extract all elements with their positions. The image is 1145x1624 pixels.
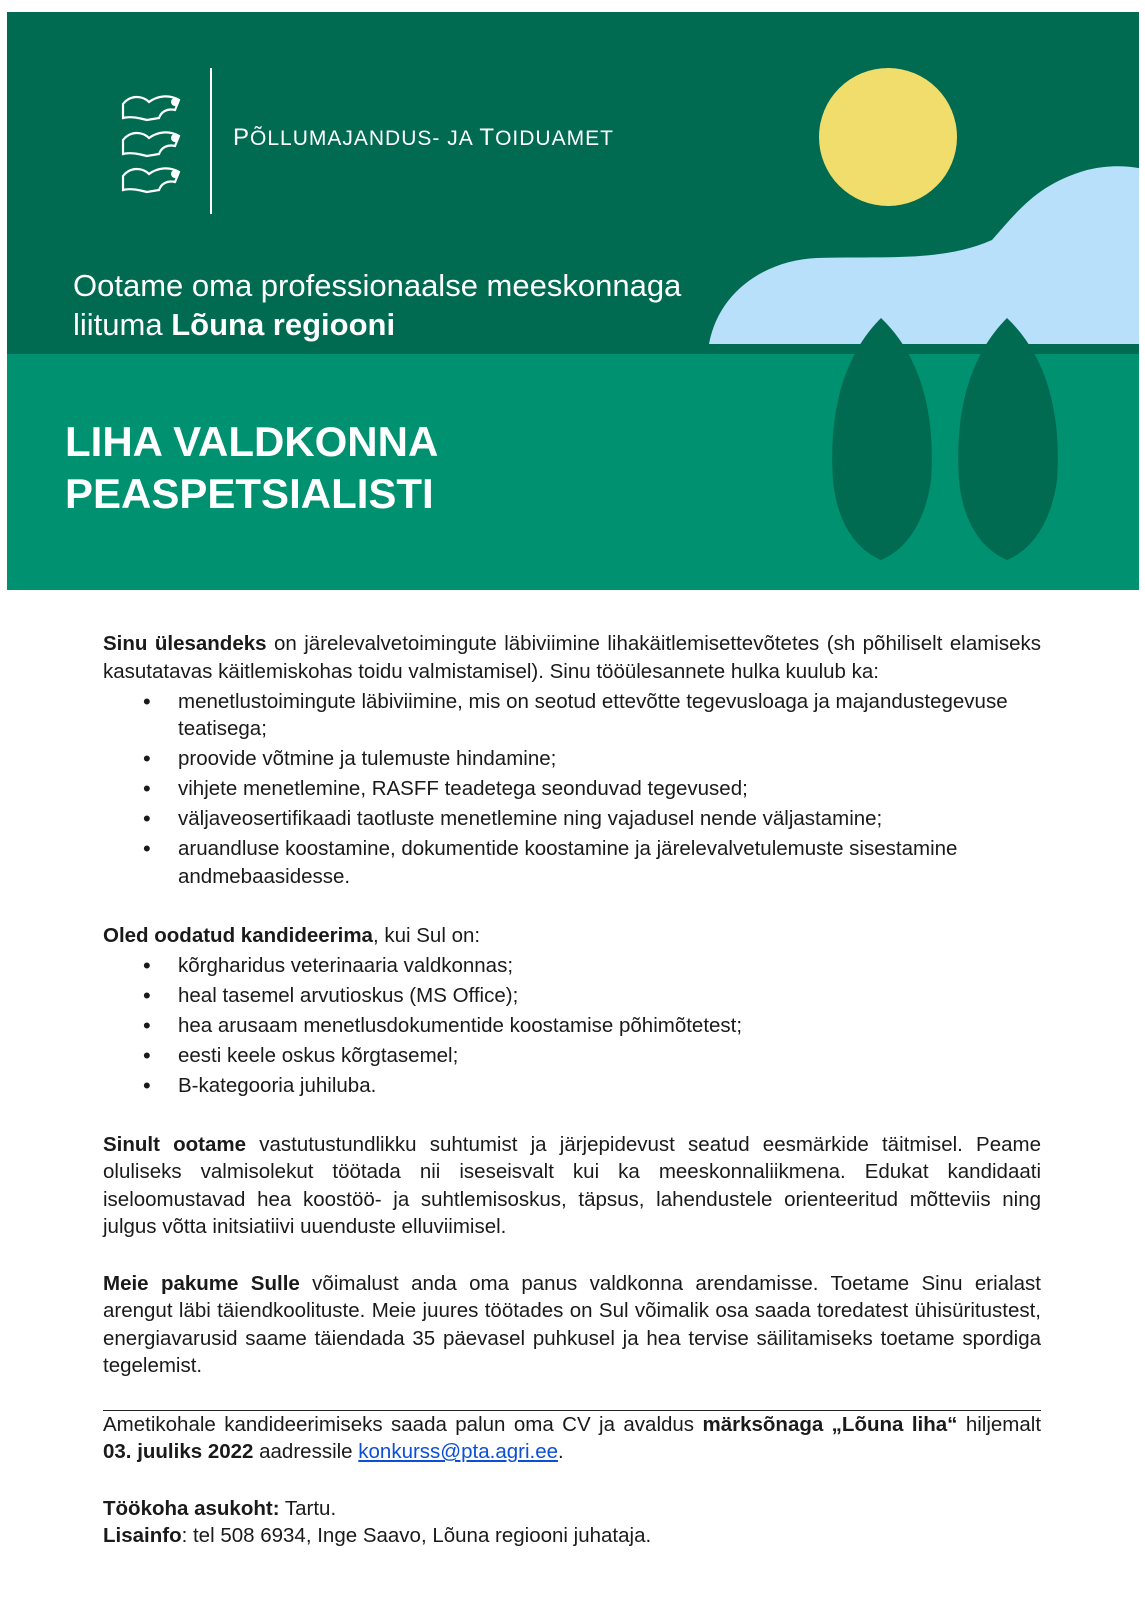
coat-of-arms-icon: [117, 90, 187, 198]
list-item: • aruandluse koostamine, dokumentide koostamine ja järelevalvetulemuste sisestamine andmebaasidesse.: [103, 835, 1041, 890]
sun-shape: [819, 68, 957, 206]
list-item: • väljaveosertifikaadi taotluste menetlemine ning vajadusel nende väljastamine;: [103, 805, 1041, 833]
list-item: • heal tasemel arvutioskus (MS Office);: [103, 982, 1041, 1010]
requirements-intro: Oled oodatud kandideerima, kui Sul on:: [103, 923, 481, 947]
list-item: • kõrgharidus veterinaaria valdkonnas;: [103, 952, 1041, 980]
requirements-list: [103, 952, 1041, 1100]
tasks-intro: Sinu ülesandeks on järelevalvetoimingute läbiviimine lihakäitlemisettevõtetes (sh põhiliselt elamiseks kasutatavas käitlemiskohas toidu valmistamisel). Sinu tööülesannete hulka kuulub ka:: [103, 632, 1042, 683]
list-item: • menetlustoimingute läbiviimine, mis on seotud ettevõtte tegevusloaga ja majandustegevuse teatisega;: [103, 688, 1041, 743]
list-item: • B-kategooria juhiluba.: [103, 1072, 1041, 1100]
invite-text: Ootame oma professionaalse meeskonnaga liituma Lõuna regiooni: [73, 268, 682, 342]
tasks-list: [103, 688, 1041, 891]
list-item: • vihjete menetlemine, RASFF teadetega seonduvad tegevused;: [103, 775, 1041, 803]
application-paragraph: Ametikohale kandideerimiseks saada palun oma CV ja avaldus märksõnaga „Lõuna liha“ hiljemalt 03. juuliks 2022 aadressile konkurss@pta.agri.ee.: [103, 1412, 1042, 1463]
header-banner: [7, 12, 1139, 590]
job-title: LIHA VALDKONNA PEASPETSIALISTI: [65, 418, 439, 517]
list-item: • proovide võtmine ja tulemuste hindamine;: [103, 745, 1041, 773]
location-line: Töökoha asukoht: Tartu.: [103, 1496, 337, 1520]
organization-name: PÕLLUMAJANDUS- JA TOIDUAMET: [233, 124, 614, 151]
logo-divider: [210, 68, 212, 214]
leaf-shape-left: [832, 318, 932, 560]
expectations-paragraph: Sinult ootame vastutustundlikku suhtumist ja järjepidevust seatud eesmärkide täitmisel. Peame oluliseks valmisolekut töötada nii iseseisvalt kui ka meeskonnaliikmena. Edukat kandidaati iseloomustavad hea koostöö- ja suhtlemisoskus, täpsus, lahendustele orienteeritud mõtteviis ning julgus võtta initsiatiivi uuenduste elluviimisel.: [103, 1132, 1041, 1238]
posting-body: [103, 630, 1041, 1550]
leaf-shape-right: [958, 318, 1058, 560]
info-line: Lisainfo: tel 508 6934, Inge Saavo, Lõuna regiooni juhataja.: [103, 1524, 652, 1547]
offer-paragraph: Meie pakume Sulle võimalust anda oma panus valdkonna arendamisse. Toetame Sinu erialast arengut läbi täiendkoolituste. Meie juures töötades on Sul võimalik osa saada toredatest ühisüritustest, energiavarusid saame täiendada 35 päevasel puhkusel ja hea tervise säilitamiseks toetame spordiga tegelemist.: [103, 1271, 1041, 1377]
application-section: [103, 1410, 1041, 1466]
list-item: • eesti keele oskus kõrgtasemel;: [103, 1042, 1041, 1070]
list-item: • hea arusaam menetlusdokumentide koostamise põhimõtetest;: [103, 1012, 1041, 1040]
email-link[interactable]: konkurss@pta.agri.ee: [358, 1440, 558, 1463]
